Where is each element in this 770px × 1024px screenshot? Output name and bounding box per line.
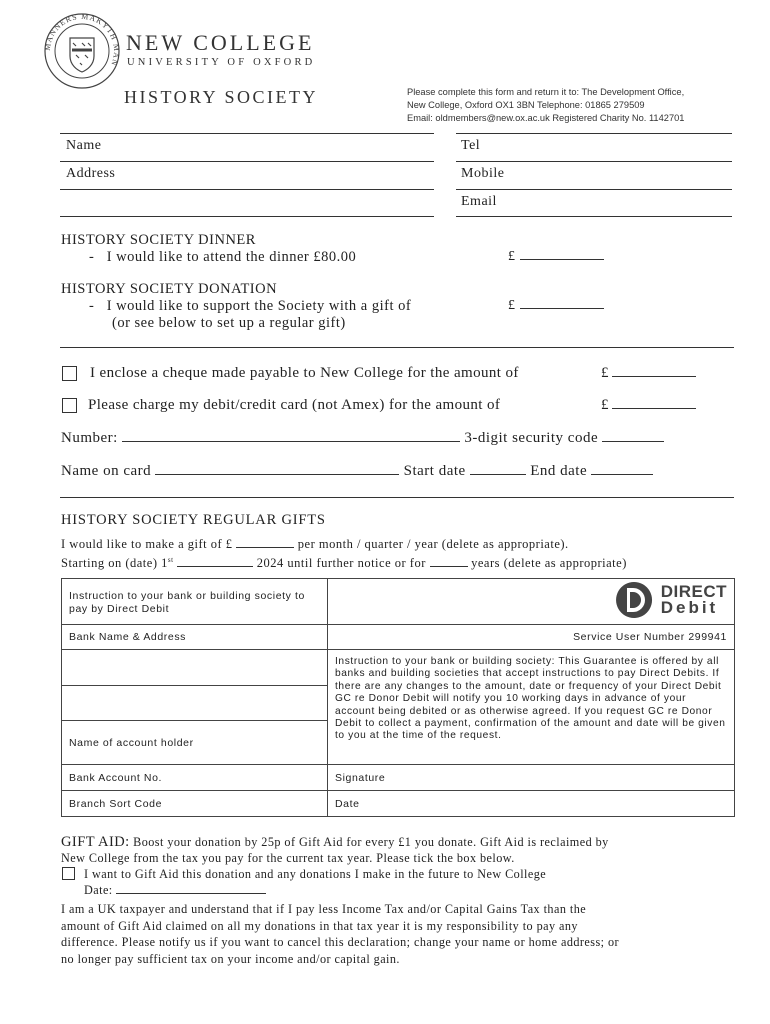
address-label: Address (66, 166, 116, 181)
dd-logo-cell (328, 579, 735, 625)
address-field-line2[interactable] (60, 216, 434, 217)
direct-debit-logo: DIRECT Debit (611, 581, 727, 619)
return-address: Please complete this form and return it to: The Development Office, New College, Oxford OX1 3BN Telephone: 01865 279509 Email: oldmembers@new.ox.ac.uk Registered Charity No. 1142701 (407, 87, 685, 123)
college-name: NEW COLLEGE (126, 30, 315, 55)
cheque-checkbox[interactable] (62, 366, 77, 381)
tel-field[interactable] (456, 161, 732, 162)
dd-instruction-title: Instruction to your bank or building society to pay by Direct Debit (62, 579, 328, 625)
gift-aid-date-field[interactable] (116, 893, 266, 894)
email-label: Email (461, 194, 497, 209)
name-on-card-field[interactable] (155, 474, 399, 475)
account-holder-label: Name of account holder (62, 721, 328, 765)
direct-debit-table (61, 578, 735, 817)
gift-aid-checkbox-label: I want to Gift Aid this donation and any donations I make in the future to New College (84, 867, 547, 881)
name-field[interactable] (60, 161, 434, 162)
regular-line1: I would like to make a gift of £ per month / quarter / year (delete as appropriate). (61, 537, 569, 551)
card-checkbox[interactable] (62, 398, 77, 413)
mobile-field[interactable] (456, 189, 732, 190)
dinner-heading: HISTORY SOCIETY DINNER (61, 232, 256, 248)
bank-address-field-2[interactable] (62, 686, 328, 721)
dinner-item: - I would like to attend the dinner £80.00 (89, 249, 357, 265)
end-date-field[interactable] (591, 474, 653, 475)
gift-aid-date-row: Date: (84, 883, 266, 898)
regular-amount-field[interactable] (236, 547, 294, 548)
card-label: Please charge my debit/credit card (not Amex) for the amount of (88, 397, 501, 413)
service-user-number: Service User Number 299941 (328, 625, 735, 650)
society-title: HISTORY SOCIETY (124, 87, 319, 107)
tel-label: Tel (461, 138, 481, 153)
gift-aid-intro-line2: New College from the tax you pay for the current tax year. Please tick the box below. (61, 851, 515, 865)
bank-name-label: Bank Name & Address (62, 625, 328, 650)
address-field-line1[interactable] (60, 189, 434, 190)
name-on-card-row: Name on card Start date End date (61, 463, 653, 480)
university-name: UNIVERSITY OF OXFORD (127, 57, 316, 68)
card-number-row: Number: 3-digit security code (61, 430, 664, 447)
bank-address-field-1[interactable] (62, 650, 328, 686)
sort-code-label: Branch Sort Code (62, 791, 328, 817)
mobile-label: Mobile (461, 166, 505, 181)
donation-amount[interactable]: £ (508, 298, 604, 314)
svg-text:MANNERS MAKYTH MAN: MANNERS MAKYTH MAN (43, 12, 121, 68)
regular-line2: Starting on (date) 1st 2024 until further notice or for years (delete as appropriate) (61, 556, 627, 571)
start-day-field[interactable] (177, 566, 253, 567)
cheque-amount[interactable]: £ (601, 365, 696, 382)
gift-aid-intro: GIFT AID: Boost your donation by 25p of Gift Aid for every £1 you donate. Gift Aid is reclaimed by (61, 834, 609, 850)
gift-aid-checkbox[interactable] (62, 867, 75, 880)
gift-aid-declaration: I am a UK taxpayer and understand that if I pay less Income Tax and/or Capital Gains Tax than the amount of Gift Aid claimed on all my donations in that tax year it is my responsibility to pay any difference. Please notify us if you want to cancel this declaration; change your name or home address; or no longer pay sufficient tax on your income and/or capital gain. (61, 902, 620, 967)
donation-item: - I would like to support the Society with a gift of (89, 298, 412, 314)
card-amount[interactable]: £ (601, 397, 696, 414)
name-label: Name (66, 138, 102, 153)
donation-heading: HISTORY SOCIETY DONATION (61, 281, 278, 297)
years-field[interactable] (430, 566, 468, 567)
gift-aid-title: GIFT AID: (61, 834, 130, 850)
donation-note: (or see below to set up a regular gift) (112, 315, 346, 331)
security-code-field[interactable] (602, 441, 664, 442)
signature-label: Signature (328, 765, 735, 791)
email-field[interactable] (456, 216, 732, 217)
account-number-label: Bank Account No. (62, 765, 328, 791)
start-date-field[interactable] (470, 474, 526, 475)
dd-date-label: Date (328, 791, 735, 817)
college-crest-logo (43, 12, 121, 90)
regular-heading: HISTORY SOCIETY REGULAR GIFTS (61, 512, 326, 528)
direct-debit-icon (611, 581, 657, 619)
dd-guarantee: Instruction to your bank or building society: This Guarantee is offered by all banks and building societies that accept instructions to pay Direct Debits. If there are any changes to the amount, date or frequency of your Direct Debit GC re Donor Debit will notify you 10 working days in advance of your account being debited or as otherwise agreed. If you request GC re Donor Debit to collect a payment, confirmation of the amount and date will be given to you at the time of the request. (328, 650, 735, 765)
card-number-field[interactable] (122, 441, 460, 442)
cheque-label: I enclose a cheque made payable to New College for the amount of (90, 365, 519, 381)
dinner-amount[interactable]: £ (508, 249, 604, 265)
